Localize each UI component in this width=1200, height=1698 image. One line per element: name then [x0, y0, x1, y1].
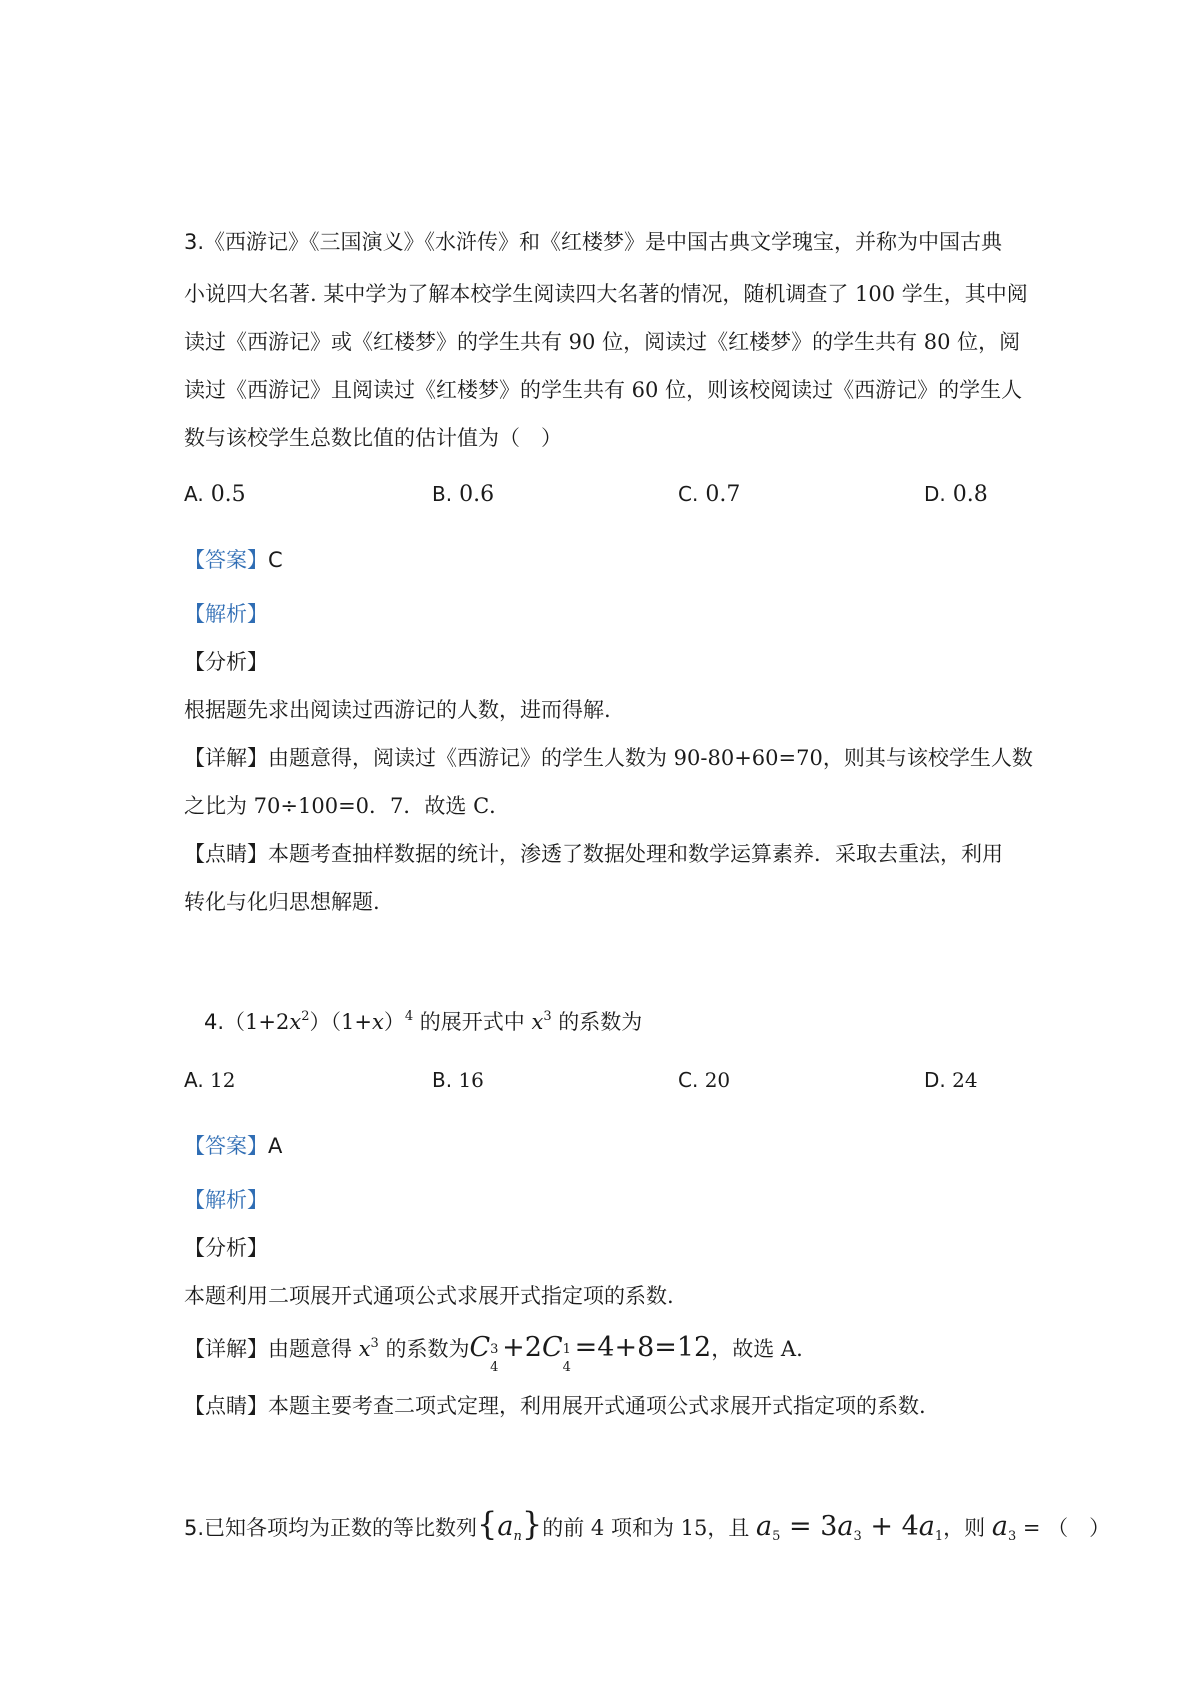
question-number: 5. — [184, 1516, 205, 1540]
analysis-heading: 【解析】 — [184, 602, 268, 626]
analysis-heading: 【解析】 — [184, 1188, 268, 1212]
question-number: 4. — [204, 1010, 225, 1034]
dianjing-line-2: 转化与化归思想解题. — [184, 890, 380, 914]
question-4-options — [184, 1068, 1024, 1098]
option-b: B. 16 — [432, 1068, 484, 1092]
answer-value: A — [268, 1134, 283, 1158]
answer-row — [184, 1132, 1024, 1160]
answer-row — [184, 546, 1024, 574]
answer-label: 【答案】 — [184, 1134, 268, 1158]
fenxi-text: 根据题先求出阅读过西游记的人数，进而得解. — [184, 698, 611, 722]
question-3-line-5 — [184, 424, 1024, 452]
answer-label: 【答案】 — [184, 548, 268, 572]
question-3-line-2 — [184, 280, 1028, 308]
question-3-line-4 — [184, 376, 1024, 404]
option-a: A. 0.5 — [184, 482, 246, 507]
question-text: 读过《西游记》且阅读过《红楼梦》的学生共有 60 位，则该校阅读过《西游记》的学生人 — [184, 378, 1023, 402]
fenxi-heading: 【分析】 — [184, 650, 268, 674]
xiangjie-line-2: 之比为 70÷100=0．7．故选 C． — [184, 794, 511, 818]
xiangjie-line-1: 【详解】由题意得，阅读过《西游记》的学生人数为 90-80+60=70，则其与该校学生人数 — [184, 746, 1033, 770]
fenxi-heading: 【分析】 — [184, 1236, 268, 1260]
fenxi-text: 本题利用二项展开式通项公式求展开式指定项的系数. — [184, 1284, 674, 1308]
question-3-line-3 — [184, 328, 1024, 356]
question-text: 小说四大名著. 某中学为了解本校学生阅读四大名著的情况，随机调查了 100 学生，其中阅 — [184, 282, 1028, 306]
question-number: 3. — [184, 230, 205, 254]
option-a: A. 12 — [184, 1068, 236, 1092]
option-d: D. 0.8 — [924, 482, 988, 507]
option-c: C. 20 — [678, 1068, 731, 1092]
question-5: 5.已知各项均为正数的等比数列$\{a_n\}$的前 4 项和为 15，且 $a_5 = 3a_3 + 4a_1$，则 $a_3$ = （ ） — [184, 1505, 1111, 1544]
question-3-options — [184, 482, 1024, 512]
answer-value: C — [268, 548, 283, 572]
dianjing-line: 【点睛】本题主要考查二项式定理，利用展开式通项公式求展开式指定项的系数. — [184, 1394, 926, 1418]
question-text: 《西游记》《三国演义》《水浒传》和《红楼梦》是中国古典文学瑰宝，并称为中国古典 — [204, 230, 1003, 254]
option-c: C. 0.7 — [678, 482, 741, 507]
option-d: D. 24 — [924, 1068, 978, 1092]
question-4: $4.(1+2x^2)(1+x)^4$ 的展开式中 $x^3$ 的系数为 — [204, 1009, 643, 1034]
dianjing-line-1: 【点睛】本题考查抽样数据的统计，渗透了数据处理和数学运算素养．采取去重法，利用 — [184, 842, 1003, 866]
question-text: 数与该校学生总数比值的估计值为（ ） — [184, 426, 562, 450]
question-3-line-1 — [184, 228, 1024, 256]
question-text: 读过《西游记》或《红楼梦》的学生共有 90 位，阅读过《红楼梦》的学生共有 80 位，阅 — [184, 330, 1021, 354]
question-3 — [184, 228, 1024, 256]
option-b: B. 0.6 — [432, 482, 495, 507]
xiangjie-line: 【详解】由题意得 $x^3$ 的系数为C 3 4 +2C 1 4 =4+8=12，故选 A. — [184, 1332, 803, 1375]
